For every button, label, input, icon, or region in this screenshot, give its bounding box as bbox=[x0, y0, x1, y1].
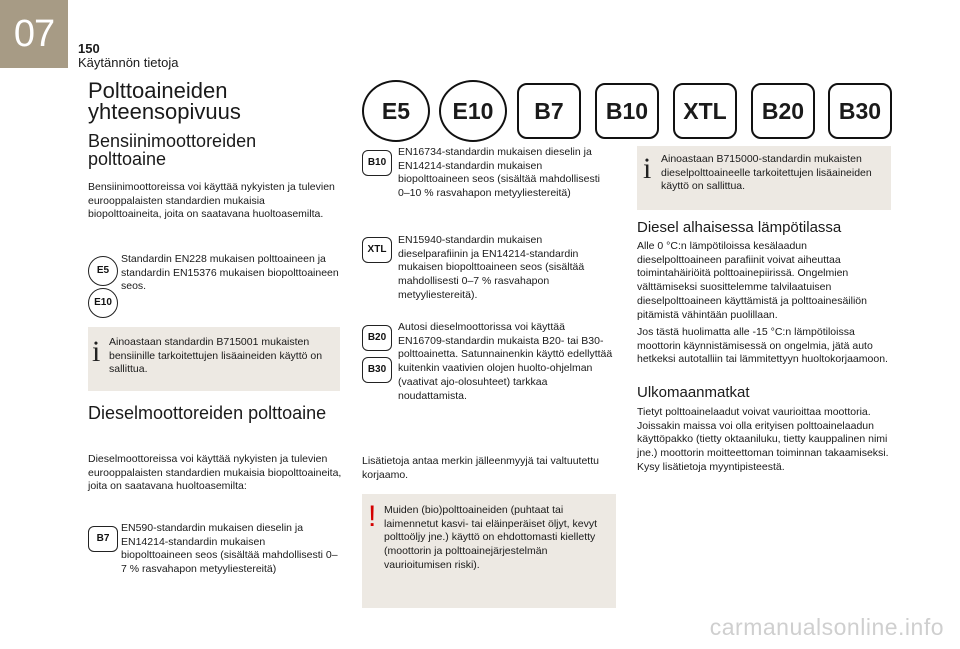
warning-box bbox=[362, 494, 616, 608]
cold-weather-text-1: Alle 0 °C:n lämpötiloissa kesälaadun dieselpolttoaineen parafiinit voivat aiheuttaa toimintahäiriöitä polttoainepiirissä. Ongelmien välttämiseksi suosittelemme talvilaatuisen dieselpolttoaineen käyttämistä ja polttoainesäiliön pitämistä vähintään puolillaan. bbox=[637, 240, 867, 321]
warning-text: Muiden (bio)polttoaineiden (puhtaat tai laimennetut kasvi- tai eläinperäiset öljyt, kevyt polttoöljy jne.) käyttö on ehdottomasti kielletty (moottorin ja polttoainejärjestelmän vaurioitumisen riski). bbox=[384, 504, 598, 571]
page-number: 150 bbox=[78, 41, 100, 56]
chapter-number: 07 bbox=[0, 0, 68, 68]
xtl-strip-icon: XTL bbox=[673, 83, 737, 139]
cold-weather-heading: Diesel alhaisessa lämpötilassa bbox=[637, 219, 842, 236]
xtl-text: EN15940-standardin mukaisen dieselparafiinin ja EN14214-standardin mukaisen biopolttoaineen seos (sisältää mahdollisesti 0–7 % rasvahapon metyyliestereitä). bbox=[398, 234, 585, 301]
page-title: Polttoaineiden yhteensopivuus bbox=[88, 78, 241, 124]
b20-b30-text: Autosi dieselmoottorissa voi käyttää EN16709-standardin mukaista B20- tai B30-polttoainetta. Satunnainenkin käyttö edellyttää kuitenkin vaativien olojen huolto-ohjelman (vaativat ajo-olosuhteet) tarkkaa noudattamista. bbox=[398, 321, 613, 402]
petrol-standard-text: Standardin EN228 mukaisen polttoaineen ja standardin EN15376 mukaisen biopolttoaineen seos. bbox=[121, 253, 339, 293]
petrol-info-box bbox=[88, 327, 340, 391]
section-name: Käytännön tietoja bbox=[78, 55, 179, 70]
b10-text: EN16734-standardin mukaisen dieselin ja EN14214-standardin mukaisen biopolttoaineen seos (sisältää mahdollisesti 0–10 % rasvahapon metyyliestereitä) bbox=[398, 146, 600, 200]
diesel-additive-info-box bbox=[637, 146, 891, 210]
diesel-additive-info-text: Ainoastaan B715000-standardin mukaisten dieselpolttoaineelle tarkoitettujen lisäaineiden käyttö on sallittua. bbox=[661, 153, 872, 193]
e10-strip-icon: E10 bbox=[439, 80, 507, 142]
diesel-intro: Dieselmoottoreissa voi käyttää nykyisten ja tulevien eurooppalaisten standardien mukaisia biopolttoaineita, joita on saatavana huoltoasemilta: bbox=[88, 453, 342, 493]
e10-fuel-icon: E10 bbox=[88, 288, 118, 318]
petrol-info-text: Ainoastaan standardin B715001 mukaisten bensiinille tarkoitettujen lisäaineiden käyttö on sallittua. bbox=[109, 336, 323, 376]
e5-fuel-icon: E5 bbox=[88, 256, 118, 286]
b20-strip-icon: B20 bbox=[751, 83, 815, 139]
info-icon: i bbox=[643, 152, 652, 185]
b7-text: EN590-standardin mukaisen dieselin ja EN14214-standardin mukaisen biopolttoaineen seos (sisältää mahdollisesti 0–7 % rasvahapon metyyliestereitä) bbox=[121, 522, 338, 576]
b10-strip-icon: B10 bbox=[595, 83, 659, 139]
petrol-intro: Bensiinimoottoreissa voi käyttää nykyisten ja tulevien eurooppalaisten standardien mukaisia biopolttoaineita, joita on saatavana huoltoasemilta. bbox=[88, 181, 335, 221]
abroad-text: Tietyt polttoainelaadut voivat vaurioittaa moottoria. Joissakin maissa voi olla erityisen polttoainelaadun käyttöpakko (tietty oktaaniluku, tietty kauppalinen nimi jne.) moottorin moitteettoman toiminnan takaamiseksi. Kysy lisätietoja myyntipisteestä. bbox=[637, 406, 889, 473]
b10-fuel-icon: B10 bbox=[362, 150, 392, 176]
b30-fuel-icon: B30 bbox=[362, 357, 392, 383]
e5-strip-icon: E5 bbox=[362, 80, 430, 142]
b30-strip-icon: B30 bbox=[828, 83, 892, 139]
watermark: carmanualsonline.info bbox=[709, 614, 944, 640]
warning-exclamation-icon: ! bbox=[368, 500, 377, 533]
b20-fuel-icon: B20 bbox=[362, 325, 392, 351]
b7-fuel-icon: B7 bbox=[88, 526, 118, 552]
petrol-heading: Bensiinimoottoreiden polttoaine bbox=[88, 131, 257, 169]
diesel-heading: Dieselmoottoreiden polttoaine bbox=[88, 403, 327, 423]
abroad-heading: Ulkomaanmatkat bbox=[637, 384, 750, 401]
more-info-text: Lisätietoja antaa merkin jälleenmyyjä tai valtuutettu korjaamo. bbox=[362, 455, 599, 481]
xtl-fuel-icon: XTL bbox=[362, 237, 392, 263]
info-icon: i bbox=[92, 335, 101, 368]
b7-strip-icon: B7 bbox=[517, 83, 581, 139]
cold-weather-text-2: Jos tästä huolimatta alle -15 °C:n lämpötiloissa moottorin käynnistämisessä on ongelmia, jätä auto hetkeksi autotalliin tai lämmitettyyn huoltokorjaamoon. bbox=[637, 326, 888, 366]
